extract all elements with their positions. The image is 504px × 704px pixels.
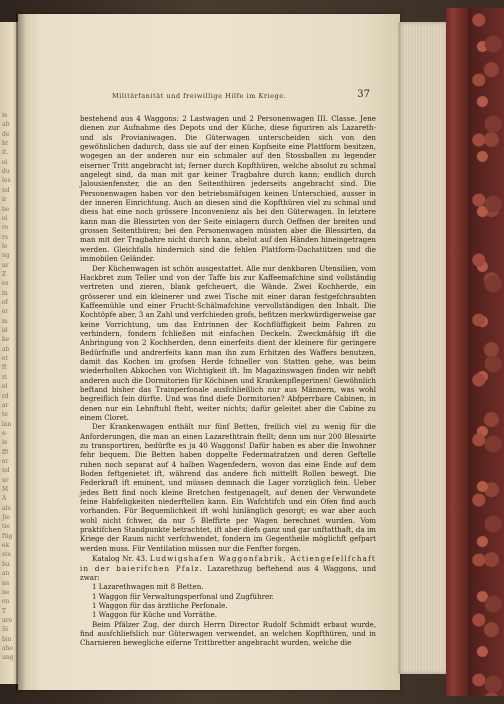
left-page-fragment: es (2, 280, 9, 288)
left-page-fragment: ht (2, 140, 9, 148)
left-page-fragment: ne (2, 579, 10, 587)
left-page-fragment: be (2, 205, 10, 213)
left-page-fragment: en (2, 598, 10, 606)
paragraph: Der Küchenwagen ist schön ausgestattet. Alle nur denkbaren Utensilien, vom Hackbret zum Teller und von der Taffe bis zur Kaffeemafchine sind vollständig vertreten und zieren, blank gefcheuert, die Wände. Zwei Kochherde, ein grösserer und ein kleinerer und zwei Tische mit einer daran festgefchraubten Kaffeemühle und einer Frucht-Schälmafchine vervollständigen den Inhalt. Die Kochtöpfe aber, 3 an Zahl und verfchieden grofs, befitzen merkwürdigerweise gar keine Vorrichtung, um das Entrinnen der Kochflüffigkeit beim Fahren zu verhindern, fondern fchließen mit einfachen Deckeln. Zweckmäfsig ift die Anbringung von 2 Kochherden, denn einerfeits dient der kleinere für geringere Bedürfnifle und andrerfeits kann man ihn zum Erhitzen des Waffers benutzen, damit das Kochen im grofsen Herde fchneller von Statten gehe, was beim wiederholten Abkochen von Wichtigkeit ift. Im Magazinswagen finden wir nebft anderen auch die Dormitorien für Köchinen und Krankenpflegerinen! Gewöhnlich beftand bisher das Trainperfonale ausfchließlich nur aus Männern, was wohl begreiflich fein dürfte. Und was find diefe Dormitorien? Abfperrbare Cabinen, in denen nur ein Lehnftuhl fteht, weiter nichts; dafür geleitet aber die Cabine zu einem Cloret. (80, 263, 376, 422)
left-page-fragment: A (2, 495, 7, 503)
left-page-fragment: s- (2, 429, 8, 437)
left-page-fragment: re (2, 224, 9, 232)
catalog-manufacturer: Ludwigshafen Waggonfabrik, Actiengefellfchaft in der baierifchen Pfalz. (80, 554, 376, 573)
page-edges (398, 22, 446, 674)
left-page-fragment: er (2, 308, 9, 316)
left-page-fragment: ft (2, 364, 7, 372)
left-page-fragment: bu (2, 560, 10, 568)
left-page-fragment: an (2, 570, 10, 578)
list-item: 1 Waggon für das ärztliche Perfonale. (92, 600, 228, 610)
left-page-fragment: T (2, 607, 7, 615)
left-page-fragment: ale (2, 504, 12, 512)
left-page-fragment: et (2, 355, 8, 363)
left-page-fragment: ur (2, 476, 9, 484)
list-item: 1 Waggon für Verwaltungsperfonal und Zugführer. (92, 591, 275, 601)
left-page-fragment: ke (2, 336, 10, 344)
left-page-fragment: id (2, 327, 8, 335)
catalog-description: Lazarethzug beftehend aus 4 Waggons, und zwar: (80, 563, 376, 582)
left-page-fragment: ri (2, 373, 7, 381)
left-page-fragment: rs (2, 233, 8, 241)
left-page-fragment: ei (2, 158, 8, 166)
left-page-fragment: ie (2, 112, 8, 119)
left-page-fragment: le (2, 242, 8, 250)
left-page-fragment: m (2, 317, 8, 325)
left-page-fragment: du (2, 168, 10, 176)
left-page-fragment: bin (2, 635, 12, 643)
page-number: 37 (357, 89, 370, 100)
left-page-fragment: ei (2, 214, 8, 222)
book-page (18, 14, 400, 690)
left-page-fragment: ab (2, 345, 10, 353)
left-page-fragment: of (2, 299, 8, 306)
left-page-fragment: ir (2, 196, 7, 204)
paragraph: bestehend aus 4 Waggons: 2 Lastwagen und 2 Personenwagen III. Classe. Jene dienen zur Aufnahme des Depots und der Küche, diese figuriren als Lazareth- und als Provianiwagen. Die Güterwagen unterscheiden sich von den gewöhnlichen dadurch, dass sie auf der einen Kopfseite eine Plattform besitzen, wogegen an der anderen nur ein schmaler auf den Stossballen zu legender eiserner Tritt angebracht ist; ferner durch Kopfthüren, welche absolut zu schmal angelegt sind, da man mit gar keiner Tragbahre durch kann; endlich durch Jalousienfenster, die an den Seitenthüren jederseits angebracht sind. Die Personenwagen haben vor den betriebsmäfsigen keinen Unterschied, ausser in der inneren Einrichtung. Auch an diesen sind die Kopfthüren viel zu schmal und diess hat eine noch grössere Inconvenienz als bei den Güterwagen. In letztere kann man die Blessirten von der Seite einlagern durch Oeffnen der breiten und grossen Seitenthüren; bei den Personenwagen müssten aber die Blessirten, da man mit der Tragbahre nicht durch kann, abelut auf den Händen hineingetragen werden. Gleichfalls hindernich sind die fehlen Plattform-Dachstützen und die immobilen Geländer. (80, 114, 376, 264)
list-item: 1 Lazarethwagen mit 8 Betten. (92, 582, 204, 592)
left-page-fragment: ng (2, 252, 10, 260)
binding-shadow (16, 14, 26, 690)
catalog-number: Katalog Nr. 43. (92, 554, 148, 564)
list-item: 1 Waggon für Küche und Vorräthe. (92, 610, 217, 620)
left-page-fragment: rd (2, 392, 9, 400)
wagon-list (80, 582, 376, 619)
left-page-fragment: ek (2, 542, 10, 550)
left-page-fragment: nd (2, 467, 10, 475)
left-page-fragment: ste (2, 551, 12, 559)
left-page-fragment: ne (2, 588, 10, 596)
left-page-fragment: de (2, 130, 10, 138)
left-page-fragment: nd (2, 186, 10, 194)
running-title: Militärfanität und freiwillige Hilfe im Kriege. (112, 92, 287, 100)
left-page-fragment: Z (2, 270, 7, 278)
left-page-fragment: in (2, 289, 8, 297)
left-page-fragment: fft (2, 448, 9, 456)
book-cover-spine (446, 8, 468, 696)
paragraph: Der Krankenwagen enthält nur fünf Betten, freilich viel zu wenig für die Anforderungen, die man an einen Lazarethtrain ftellt; denn um nur 200 Blessirte zu transportiren, bedürfte es ja 40 Waggons! Dafür haben es aber die Inwohner fehr bequem. Die Betten haben doppelte Federmatratzen und deren Geftelle ruhen noch separat auf 4 halben Wagenfedern, wovon das eine Ende auf dem Boden feftgenietet ift, während das andere fich mittelft Rollen bewegt. Die Federkraft ift eminent, und müssen demnach die Lager vorzüglich fein. Ueber jedes Bett find noch kleine Bretchen festgenagelt, auf denen der Verwundete feine Habfeligkeiten niederftellen kann. Ein Wafchtifch und ein Ofen find auch vorhanden. Für Bequemlichkeit ift wohl hinlänglich gesorgt; es war aber auch wohl nicht fchwer, da nur 5 Bleffirte per Wagen berechnet wurden. Vom praktifchen Standpunkte betrachtet, ift aber diefs ganz und gar unftatthaft, da im Kriege der Raum nicht verfchwendet, fondern im Gegentheile möglichft gefpart werden muss. Für Ventilation müssen nur die Fenfter forgen. (80, 422, 376, 553)
left-page-fragment: tie (2, 523, 10, 531)
left-page-fragment: ie (2, 439, 8, 447)
left-page-fragment: M (2, 486, 9, 493)
left-page-fragment: te (2, 411, 8, 419)
running-header (78, 89, 370, 106)
paragraph: Beim Pfälzer Zug, der durch Herrn Director Rudolf Schmidt erbaut wurde, find ausfchliefslich nur Güterwagen verwendet, an welchen Kopfthüren, und in Charnieren bewegliche eiferne Trittbretter angebracht wurden, welche die (80, 619, 376, 648)
left-page-fragment: it. (2, 149, 9, 157)
left-page-fragment: Jie (2, 514, 10, 522)
left-page-fragment: ure (2, 616, 13, 624)
left-page-fragment: er (2, 457, 9, 465)
left-page-fragment: ar (2, 401, 9, 409)
left-page-fragment: el (2, 383, 8, 391)
body-text (80, 114, 376, 648)
left-page-fragment: ung (2, 654, 14, 662)
left-page-fragment: Si (2, 626, 9, 634)
left-page-fragment: ab (2, 121, 10, 129)
left-page-fragment: ahe (2, 644, 13, 652)
left-page-fragment: les (2, 177, 11, 185)
left-page-fragment: ur (2, 261, 9, 269)
left-page-fragment: ftig (2, 532, 13, 540)
catalog-entry (80, 554, 376, 582)
left-page-fragment: lan (2, 420, 12, 428)
marbled-cover (468, 8, 504, 696)
